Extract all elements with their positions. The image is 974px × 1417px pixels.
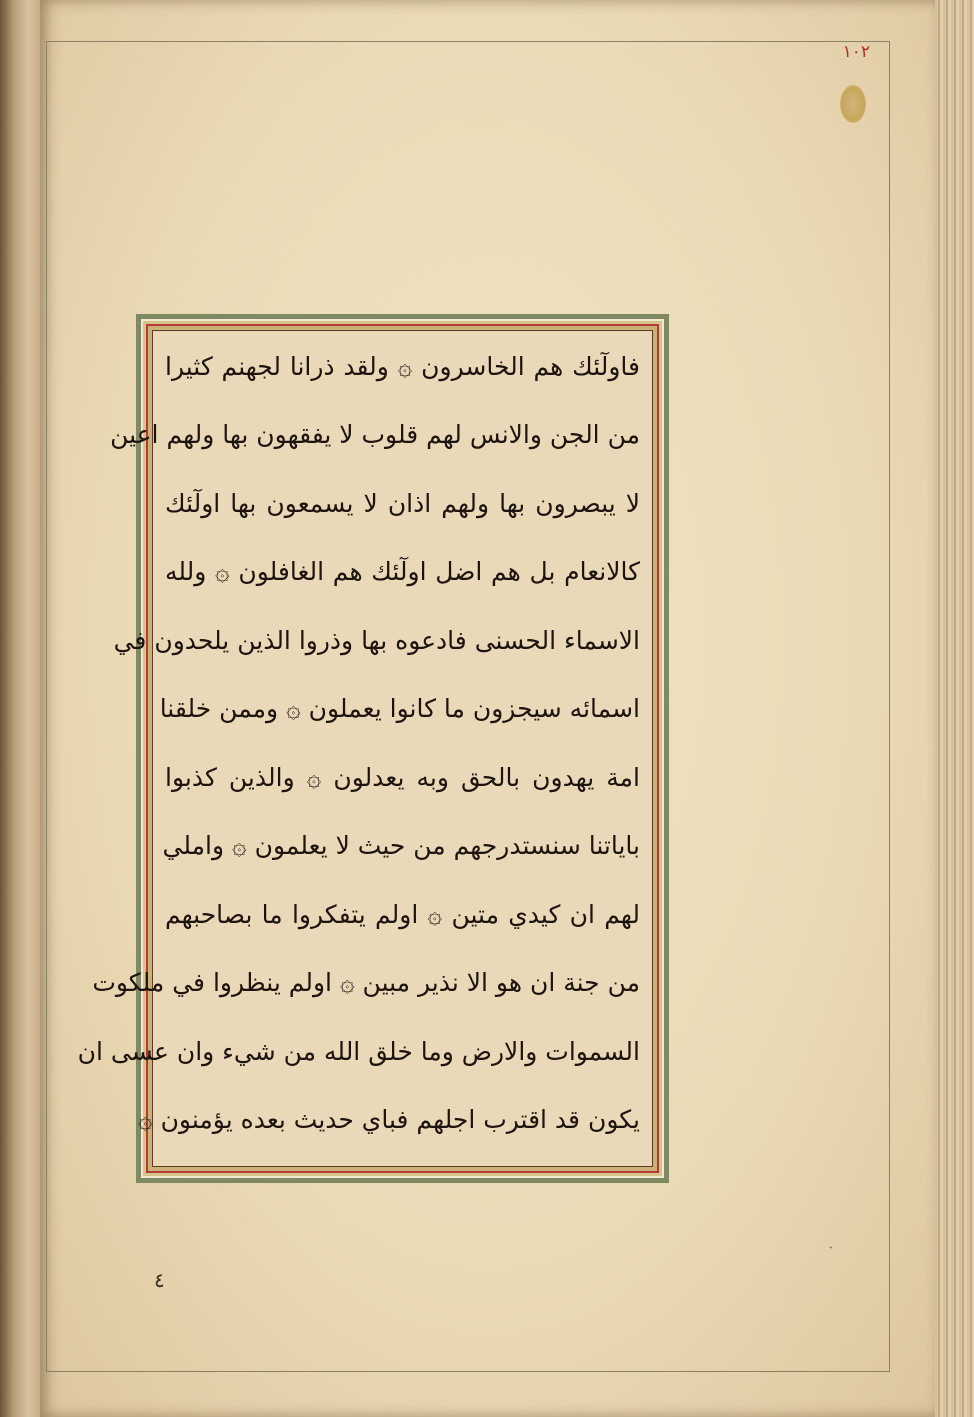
text-line: لا يبصرون بها ولهم اذان لا يسمعون بها اولٓئك — [165, 488, 640, 518]
right-page-edges — [935, 0, 974, 1417]
text-line: باياتنا سنستدرجهم من حيث لا يعلمون ۞ واملي — [162, 831, 640, 861]
left-page-edge — [0, 0, 40, 1417]
text-line: فاولٓئك هم الخاسرون ۞ ولقد ذرانا لجهنم كثيرا — [165, 352, 640, 381]
text-line: كالانعام بل هم اضل اولٓئك هم الغافلون ۞ ولله — [165, 557, 640, 587]
quire-mark: ٤ — [154, 1268, 165, 1292]
text-panel — [77, 314, 669, 1183]
text-line: يكون قد اقترب اجلهم فباي حديث بعده يؤمنون ۞ — [137, 1104, 640, 1134]
manuscript-page — [40, 0, 935, 1417]
text-lines — [77, 331, 652, 1166]
folio-number: ١٠٢ — [842, 42, 870, 62]
left-page-rule — [8, 40, 9, 1370]
text-line: من الجن والانس لهم قلوب لا يفقهون بها ولهم اعين — [110, 420, 640, 450]
text-line: السموات والارض وما خلق الله من شيء وان عسى ان — [77, 1036, 640, 1066]
page-dot: ˎ — [829, 1235, 833, 1249]
text-line: من جنة ان هو الا نذير مبين ۞ اولم ينظروا في ملكوت — [92, 968, 640, 998]
ink-stain — [840, 85, 866, 123]
text-line: لهم ان كيدي متين ۞ اولم يتفكروا ما بصاحبهم — [165, 899, 640, 929]
text-line: الاسماء الحسنى فادعوه بها وذروا الذين يلحدون في — [113, 625, 640, 655]
text-block — [77, 330, 653, 1167]
text-line: اسمائه سيجزون ما كانوا يعملون ۞ وممن خلقنا — [159, 694, 640, 724]
red-gold-border — [77, 324, 659, 1173]
text-line: امة يهدون بالحق وبه يعدلون ۞ والذين كذبوا — [165, 762, 640, 792]
